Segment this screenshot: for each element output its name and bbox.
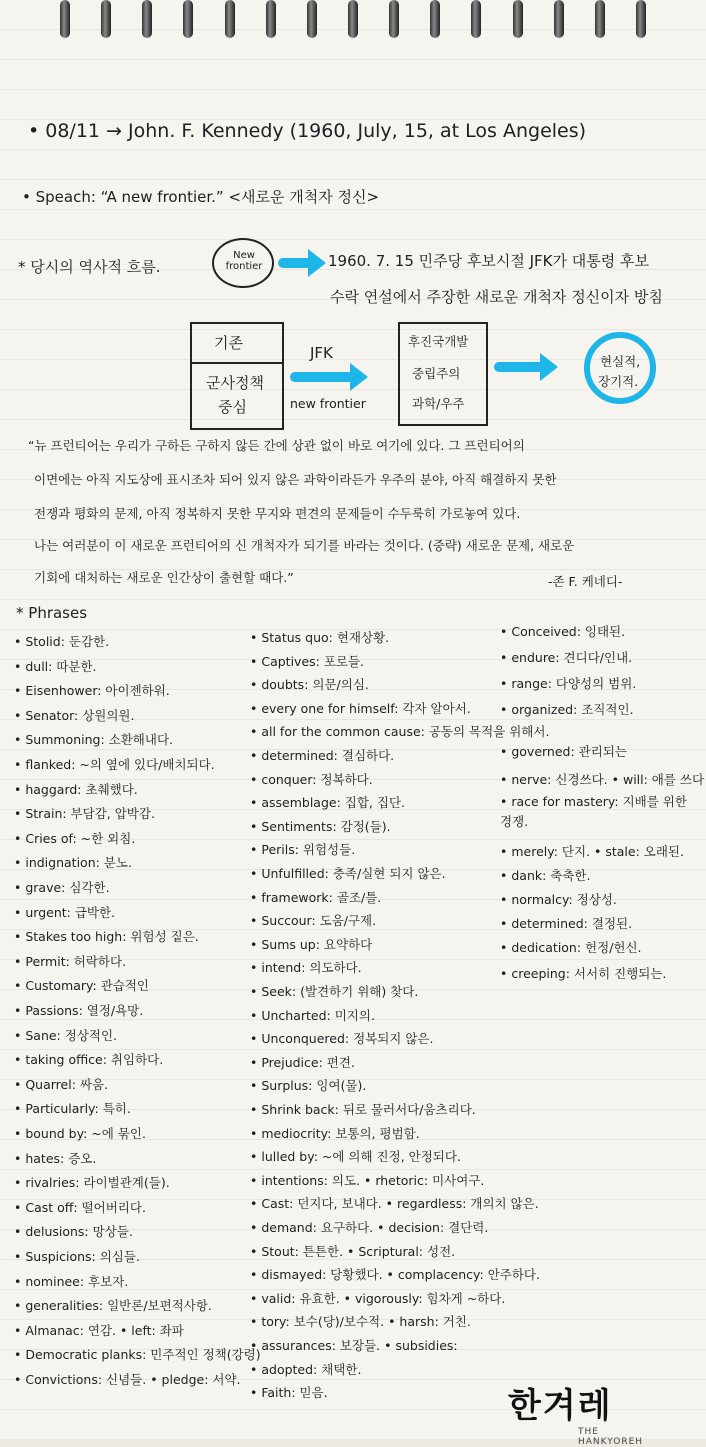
phrase-item: • Prejudice: 편견. (250, 1054, 355, 1070)
middle-box-2: 중립주의 (412, 366, 461, 381)
spiral-ring (266, 0, 276, 38)
phrase-item: • Permit: 허락하다. (14, 953, 127, 969)
history-text-2: 수락 연설에서 주장한 새로운 개척자 정신이자 방침 (330, 288, 663, 306)
phrase-item: • flanked: ~의 옆에 있다/배치되다. (14, 757, 215, 772)
phrase-item: • mediocrity: 보통의, 평범함. (250, 1125, 420, 1141)
history-text-1: 1960. 7. 15 민주당 후보시절 JFK가 대통령 후보 (328, 252, 649, 270)
phrase-item: • generalities: 일반론/보편적사항. (14, 1298, 212, 1314)
phrase-item: • organized: 조직적인. (500, 702, 634, 717)
arrow-bottom-label: new frontier (290, 396, 366, 411)
phrase-item: • valid: 유효한. • vigorously: 힘차게 ~하다. (250, 1290, 506, 1306)
spiral-ring (307, 0, 317, 38)
new-frontier-bubble (212, 238, 274, 288)
phrase-item: • Succour: 도움/구제. (250, 913, 377, 929)
phrase-item: • dank: 축축한. (500, 868, 591, 883)
phrase-item: • Sentiments: 감정(들). (250, 818, 391, 834)
phrase-item: • Particularly: 특히. (14, 1101, 131, 1117)
phrase-item: • adopted: 채택한. (250, 1361, 362, 1377)
phrase-item: • Eisenhower: 아이젠하워. (14, 683, 170, 699)
phrase-item: • Perils: 위험성들. (250, 842, 356, 858)
circle-text-1: 현실적, (600, 354, 641, 369)
phrase-item: • every one for himself: 각자 알아서. (250, 700, 471, 716)
phrase-item: • urgent: 급박한. (14, 904, 116, 920)
phrase-item: • Shrink back: 뒤로 물러서다/움츠리다. (250, 1102, 476, 1117)
phrase-item: • Faith: 믿음. (250, 1385, 328, 1401)
phrase-item: • indignation: 분노. (14, 855, 132, 871)
phrase-item: • Unconquered: 정복되지 않은. (250, 1031, 434, 1047)
jfk-arrow-icon (290, 372, 354, 382)
phrase-item: • demand: 요구하다. • decision: 결단력. (250, 1220, 489, 1235)
phrase-item: • Status quo: 현재상황. (250, 630, 390, 645)
phrase-item: • Quarrel: 싸움. (14, 1076, 109, 1092)
phrase-item: • all for the common cause: 공동의 목적을 위해서. (250, 724, 550, 740)
logo-english: THE HANKYOREH (578, 1427, 644, 1447)
phrase-item: • Sane: 정상적인. (14, 1027, 118, 1043)
phrase-item: • Passions: 열정/욕망. (14, 1003, 144, 1018)
history-arrow-icon (278, 258, 312, 268)
phrase-item: • Convictions: 신념들. • pledge: 서약. (14, 1372, 241, 1387)
spiral-ring (101, 0, 111, 38)
phrases-title: * Phrases (16, 604, 88, 622)
phrase-item: • Sums up: 요약하다 (250, 936, 373, 952)
spiral-ring (513, 0, 523, 38)
phrase-item: • Almanac: 연감. • left: 좌파 (14, 1322, 184, 1338)
phrase-item: • Conceived: 잉태된. (500, 624, 626, 639)
phrase-item: • dedication: 헌정/헌신. (500, 940, 642, 955)
middle-box-1: 후진국개발 (408, 334, 469, 349)
quote-line-1: “뉴 프런티어는 우리가 구하든 구하지 않든 간에 상관 없이 바로 여기에 있다. 그 프런티어의 (28, 438, 525, 453)
phrase-item: • Stolid: 둔감한. (14, 634, 110, 649)
phrase-item: • range: 다양성의 범위. (500, 676, 637, 691)
spiral-ring (183, 0, 193, 38)
phrase-item: • Summoning: 소환해내다. (14, 732, 173, 748)
spiral-ring (554, 0, 564, 38)
phrase-item: • Surplus: 잉여(물). (250, 1078, 367, 1094)
history-label: * 당시의 역사적 흐름. (18, 258, 161, 276)
spiral-ring (389, 0, 399, 38)
phrase-item: • intentions: 의도. • rhetoric: 미사여구. (250, 1172, 485, 1188)
phrase-item: 경쟁. (500, 814, 529, 829)
phrase-item: • creeping: 서서히 진행되는. (500, 966, 667, 981)
phrase-item: • Unfulfilled: 충족/실현 되지 않은. (250, 866, 446, 881)
spiral-ring (142, 0, 152, 38)
left-box-bottom-1: 군사정책 (206, 374, 264, 392)
spiral-ring (471, 0, 481, 38)
phrase-item: • nominee: 후보자. (14, 1273, 129, 1289)
phrase-item: • intend: 의도하다. (250, 960, 362, 976)
quote-line-5: 기회에 대처하는 새로운 인간상이 출현할 때다.” (34, 570, 294, 585)
phrase-item: • Suspicions: 의심들. (14, 1249, 140, 1264)
phrase-item: • framework: 골조/틀. (250, 889, 382, 905)
spiral-ring (225, 0, 235, 38)
phrase-item: • Cast: 던지다, 보내다. • regardless: 개의치 않은. (250, 1196, 539, 1212)
phrase-item: • Stakes too high: 위험성 짙은. (14, 929, 199, 945)
phrase-item: • lulled by: ~에 의해 진정, 안정되다. (250, 1149, 461, 1165)
phrase-item: • taking office: 취임하다. (14, 1052, 164, 1068)
phrase-item: • assemblage: 집합, 집단. (250, 795, 405, 811)
phrase-item: • nerve: 신경쓰다. • will: 애를 쓰다 (500, 772, 705, 787)
phrase-item: • Senator: 상원의원. (14, 707, 135, 723)
phrase-item: • Seek: (발견하기 위해) 찾다. (250, 984, 419, 999)
phrase-item: • delusions: 망상들. (14, 1224, 133, 1240)
phrase-item: • doubts: 의문/의심. (250, 677, 369, 693)
phrase-item: • determined: 결심하다. (250, 748, 395, 763)
phrase-item: • hates: 증오. (14, 1150, 97, 1166)
phrase-item: • dismayed: 당황했다. • complacency: 안주하다. (250, 1267, 540, 1283)
phrase-item: • governed: 관리되는 (500, 744, 627, 759)
quote-signature: -존 F. 케네디- (548, 574, 623, 589)
phrase-item: • Captives: 포로들. (250, 653, 365, 669)
phrase-item: • dull: 따분한. (14, 658, 97, 674)
phrase-item: • assurances: 보장들. • subsidies: (250, 1338, 458, 1353)
circle-text-2: 장기적. (598, 374, 639, 389)
phrase-item: • tory: 보수(당)/보수적. • harsh: 거친. (250, 1314, 471, 1330)
left-box-bottom-2: 중심 (218, 398, 247, 416)
logo-korean: 한겨레 (508, 1386, 613, 1426)
phrase-item: • Cries of: ~한 외침. (14, 830, 136, 846)
spiral-ring (348, 0, 358, 38)
phrase-item: • race for mastery: 지배를 위한 (500, 794, 687, 809)
date-line: • 08/11 → John. F. Kennedy (1960, July, 15, at Los Angeles) (28, 120, 587, 142)
phrase-item: • bound by: ~에 묶인. (14, 1126, 146, 1141)
spiral-ring (595, 0, 605, 38)
phrase-item: • Strain: 부담감, 압박감. (14, 806, 155, 822)
quote-line-2: 이면에는 아직 지도상에 표시조차 되어 있지 않은 과학이라든가 우주의 분야, 아직 해결하지 못한 (34, 472, 557, 487)
spiral-ring (430, 0, 440, 38)
quote-line-4: 나는 여러분이 이 새로운 프런티어의 신 개척자가 되기를 바라는 것이다. (중략) 새로운 문제, 새로운 (34, 538, 575, 553)
phrase-item: • rivalries: 라이벌관계(들). (14, 1175, 170, 1191)
phrase-item: • conquer: 정복하다. (250, 771, 373, 787)
phrase-item: • Stout: 튼튼한. • Scriptural: 성전. (250, 1243, 456, 1259)
diagram-left-box (190, 322, 284, 430)
phrase-item: • determined: 결정된. (500, 916, 633, 931)
phrase-item: • Cast off: 떨어버리다. (14, 1199, 146, 1215)
spiral-ring (60, 0, 70, 38)
diagram-middle-box (398, 322, 488, 426)
hankyoreh-logo (508, 1378, 658, 1447)
phrase-item: • Customary: 관습적인 (14, 978, 150, 994)
middle-box-3: 과학/우주 (412, 396, 465, 411)
phrase-item: • normalcy: 정상성. (500, 892, 617, 907)
spiral-binding (0, 0, 706, 40)
result-arrow-icon (494, 362, 544, 372)
arrow-top-label: JFK (310, 344, 333, 362)
phrase-item: • endure: 견디다/인내. (500, 650, 633, 665)
result-circle (584, 332, 656, 404)
new-frontier-bubble-text: New frontier (225, 250, 263, 272)
quote-line-3: 전쟁과 평화의 문제, 아직 정복하지 못한 무지와 편견의 문제들이 수두룩히 가로놓여 있다. (34, 506, 521, 521)
phrase-item: • Democratic planks: 민주적인 정책(강령) (14, 1347, 261, 1363)
phrase-item: • haggard: 초췌했다. (14, 781, 138, 797)
phrase-item: • merely: 단지. • stale: 오래된. (500, 844, 684, 859)
phrase-item: • grave: 심각한. (14, 880, 110, 895)
phrase-item: • Uncharted: 미지의. (250, 1007, 375, 1023)
speech-line: • Speach: “A new frontier.” <새로운 개척자 정신> (22, 188, 380, 206)
left-box-top: 기존 (214, 334, 243, 352)
spiral-ring (636, 0, 646, 38)
